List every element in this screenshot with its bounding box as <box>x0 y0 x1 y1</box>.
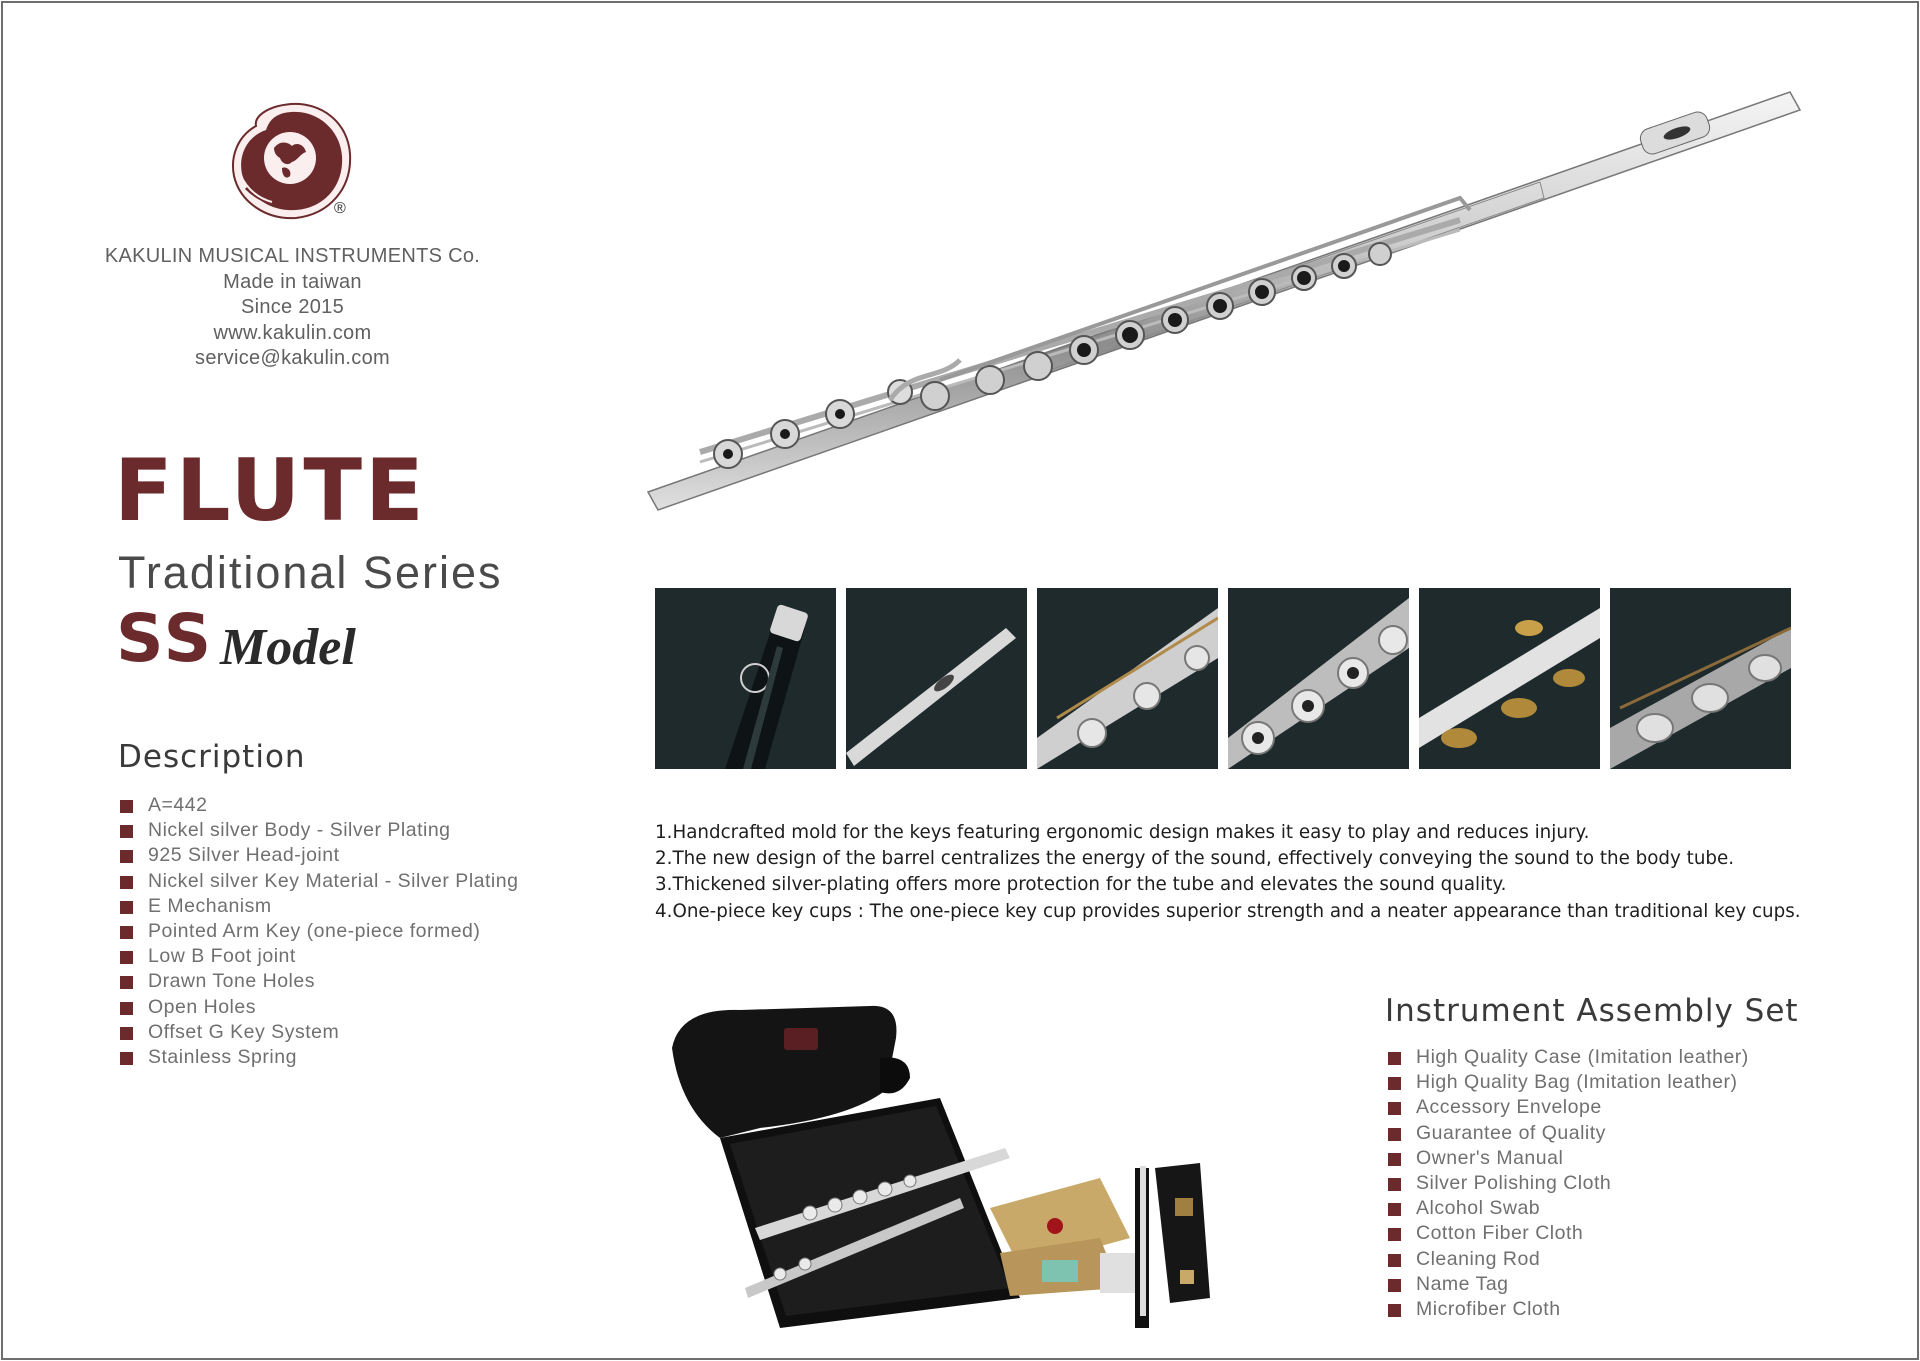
list-item: Cleaning Rod <box>1386 1247 1749 1272</box>
list-item: Open Holes <box>118 995 518 1020</box>
list-item: Alcohol Swab <box>1386 1196 1749 1221</box>
registered-mark: ® <box>334 200 346 217</box>
list-item: High Quality Case (Imitation leather) <box>1386 1045 1749 1070</box>
description-heading: Description <box>118 739 306 775</box>
list-item: Accessory Envelope <box>1386 1095 1749 1120</box>
list-item: Silver Polishing Cloth <box>1386 1171 1749 1196</box>
feature-item: 3.Thickened silver-plating offers more protection for the tube and elevates the sound quality. <box>655 874 1507 896</box>
list-item: Guarantee of Quality <box>1386 1121 1749 1146</box>
list-item: E Mechanism <box>118 894 518 919</box>
thumbnail-headjoint <box>846 588 1027 769</box>
assembly-set-image <box>660 998 1230 1328</box>
company-info <box>60 244 525 372</box>
list-item: A=442 <box>118 793 518 818</box>
feature-item: 2.The new design of the barrel centralizes the energy of the sound, effectively conveying the sound to the body tube. <box>655 848 1735 870</box>
list-item: Nickel silver Body - Silver Plating <box>118 818 518 843</box>
list-item: High Quality Bag (Imitation leather) <box>1386 1070 1749 1095</box>
company-name: KAKULIN MUSICAL INSTRUMENTS Co. <box>104 245 481 267</box>
product-series: Traditional Series <box>118 547 503 598</box>
detail-thumbnails <box>655 588 1791 769</box>
list-item: Owner's Manual <box>1386 1146 1749 1171</box>
company-website: www.kakulin.com <box>213 321 372 344</box>
list-item: 925 Silver Head-joint <box>118 843 518 868</box>
description-list <box>118 793 518 1070</box>
thumbnail-key-mechanism <box>1037 588 1218 769</box>
thumbnail-headjoint-engraving <box>655 588 836 769</box>
feature-list <box>655 820 1801 925</box>
thumbnail-key-cups <box>1228 588 1409 769</box>
feature-item: 1.Handcrafted mold for the keys featuring ergonomic design makes it easy to play and reduces injury. <box>655 822 1590 843</box>
thumbnail-gold-pads <box>1419 588 1600 769</box>
product-title: FLUTE <box>114 441 427 541</box>
list-item: Nickel silver Key Material - Silver Plating <box>118 869 518 894</box>
list-item: Cotton Fiber Cloth <box>1386 1221 1749 1246</box>
list-item: Microfiber Cloth <box>1386 1297 1749 1322</box>
list-item: Drawn Tone Holes <box>118 969 518 994</box>
list-item: Name Tag <box>1386 1272 1749 1297</box>
feature-item: 4.One-piece key cups : The one-piece key cup provides superior strength and a neater appearance than traditional key cups. <box>655 900 1801 922</box>
list-item: Offset G Key System <box>118 1020 518 1045</box>
thumbnail-foot-joint <box>1610 588 1791 769</box>
flute-image <box>640 80 1810 530</box>
assembly-heading: Instrument Assembly Set <box>1385 993 1799 1029</box>
list-item: Stainless Spring <box>118 1045 518 1070</box>
list-item: Low B Foot joint <box>118 944 518 969</box>
company-since: Since 2015 <box>240 296 345 319</box>
assembly-list <box>1386 1045 1749 1322</box>
model-code: SS <box>116 600 215 677</box>
company-email: service@kakulin.com <box>195 347 390 370</box>
list-item: Pointed Arm Key (one-piece formed) <box>118 919 518 944</box>
model-word: Model <box>220 619 356 676</box>
company-origin: Made in taiwan <box>223 270 362 293</box>
